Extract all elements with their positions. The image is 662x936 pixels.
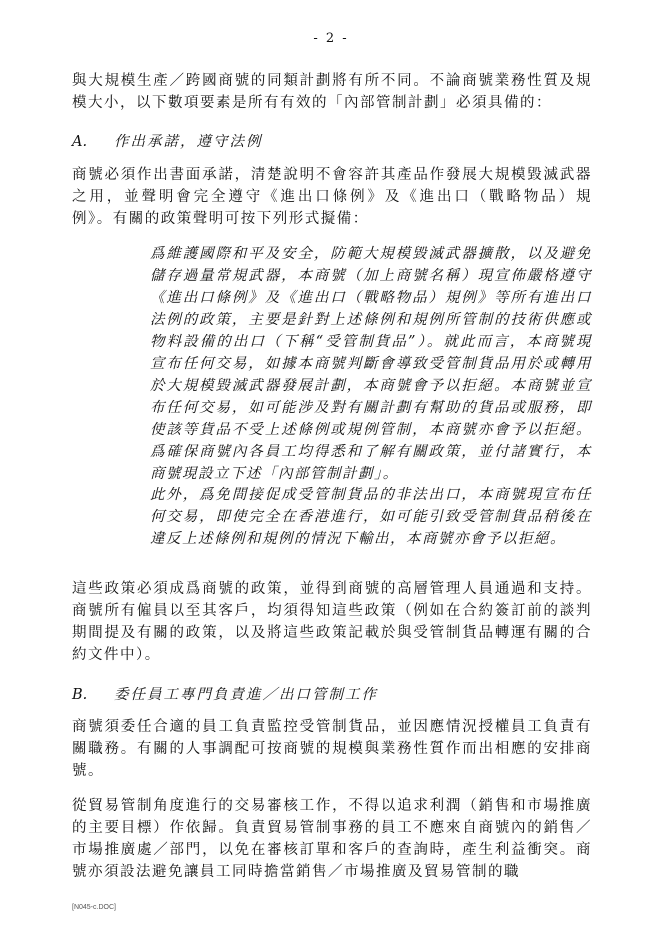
page-number: - 2 - [313,31,349,46]
section-a-closing-paragraph: 這些政策必須成爲商號的政策，並得到商號的高層管理人員通過和支持。商號所有僱員以至其客戶，均須得知這些政策（例如在合約簽訂前的談判期間提及有關的政策，以及將這些政策記載於與受管制貨品轉運有關的合約文件中）。 [72,581,592,663]
section-b-letter: B. [72,687,88,703]
section-b-paragraph-2: 從貿易管制角度進行的交易審核工作，不得以追求利潤（銷售和市場推廣的主要目標）作依歸。負責貿易管制事務的員工不應來自商號內的銷售／市場推廣處／部門，以免在審核訂單和客戶的查詢時，產生利益衝突。商號亦須設法避免讓員工同時擔當銷售／市場推廣及貿易管制的職 [72,798,592,880]
section-b-heading [72,684,592,706]
section-a-paragraph: 商號必須作出書面承諾，清楚說明不會容許其產品作發展大規模毀滅武器之用，並聲明會完全遵守《進出口條例》及《進出口（戰略物品）規例》。有關的政策聲明可按下列形式擬備： [72,167,592,227]
section-b-paragraph-1: 商號須委任合適的員工負責監控受管制貨品，並因應情況授權員工負責有關職務。有關的人事調配可按商號的規模與業務性質作而出相應的安排商號。 [72,719,592,779]
intro-paragraph: 與大規模生產／跨國商號的同類計劃將有所不同。不論商號業務性質及規模大小，以下數項要素是所有有效的「內部管制計劃」必須具備的： [72,73,592,111]
policy-statement-quote-1: 爲維護國際和平及安全，防範大規模毀滅武器擴散，以及避免儲存過量常規武器，本商號（加上商號名稱）現宣佈嚴格遵守《進出口條例》及《進出口（戰略物品）規例》等所有進出口法例的政策，主要是針對上述條例和規例所管制的技術供應或物料設備的出口（下稱“受管制貨品”）。就此而言，本商號現宣布任何交易，如據本商號判斷會導致受管制貨品用於或轉用於大規模毀滅武器發展計劃，本商號會予以拒絕。本商號並宣布任何交易，如可能涉及對有關計劃有幫助的貨品或服務，即使該等貨品不受上述條例或規例管制，本商號亦會予以拒絕。爲確保商號內各員工均得悉和了解有關政策，並付諸實行，本商號現設立下述「內部管制計劃」。 [150,246,592,482]
section-a-letter: A. [72,134,88,150]
document-reference: [N045-c.DOC] [72,904,116,911]
section-a-heading [72,131,592,153]
policy-statement-quote-2: 此外，爲免間接促成受管制貨品的非法出口，本商號現宣布任何交易，即使完全在香港進行，如可能引致受管制貨品稍後在違反上述條例和規例的情況下輸出，本商號亦會予以拒絕。 [150,487,592,547]
section-a-title: 作出承諾，遵守法例 [114,134,263,150]
section-b-title: 委任員工專門負責進／出口管制工作 [114,687,378,703]
